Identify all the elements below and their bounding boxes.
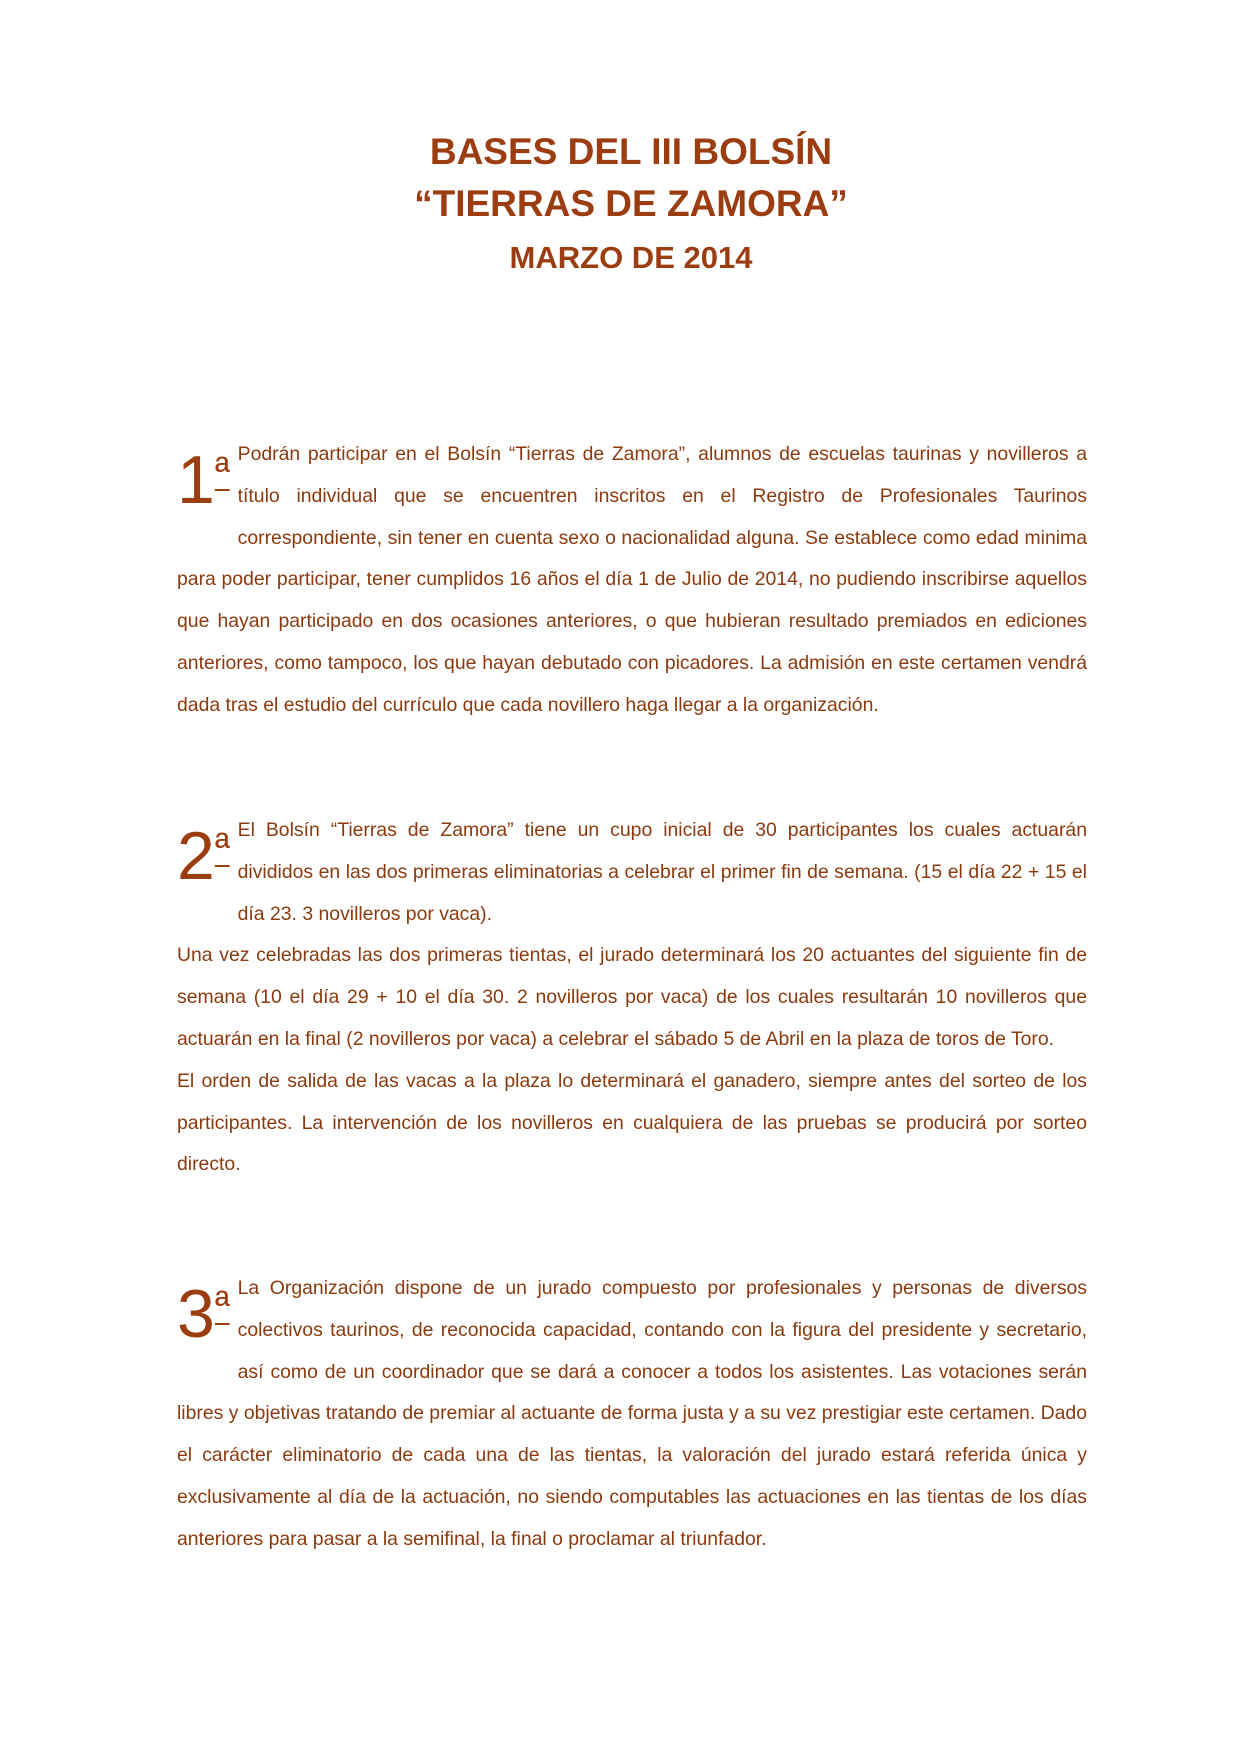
section-2-paragraph-2: Una vez celebradas las dos primeras tientas, el jurado determinará los 20 actuantes del siguiente fin de semana (10 el día 29 + 10 el día 30. 2 novilleros por vaca) de los cuales resultarán 10 novilleros que actuarán en la final (2 novilleros por vaca) a celebrar el sábado 5 de Abril en la plaza de toros de Toro. bbox=[177, 944, 1087, 1050]
section-number-3 bbox=[177, 1276, 230, 1354]
section-number-1 bbox=[177, 442, 230, 520]
title-date: MARZO DE 2014 bbox=[509, 240, 753, 275]
section-2-paragraph-3: El orden de salida de las vacas a la plaza lo determinará el ganadero, siempre antes del sorteo de los participantes. La intervención de los novilleros en cualquiera de las pruebas se producirá por sorteo directo. bbox=[177, 1069, 1087, 1176]
section-ordinal: ª bbox=[214, 826, 230, 870]
section-ordinal: ª bbox=[214, 1284, 230, 1328]
section-ordinal: ª bbox=[214, 450, 230, 494]
section-number-2 bbox=[177, 818, 230, 896]
section-3 bbox=[177, 1268, 1087, 1561]
title-line-2: “TIERRAS DE ZAMORA” bbox=[414, 183, 848, 224]
title-line-1: BASES DEL III BOLSÍN bbox=[429, 131, 833, 172]
section-1 bbox=[177, 434, 1087, 727]
section-1-paragraph-1: Podrán participar en el Bolsín “Tierras de Zamora”, alumnos de escuelas taurinas y novilleros a título individual que se encuentren inscritos en el Registro de Profesionales Taurinos correspondiente, sin tener en cuenta sexo o nacionalidad alguna. Se establece como edad minima para poder participar, tener cumplidos 16 años el día 1 de Julio de 2014, no pudiendo inscribirse aquellos que hayan participado en dos ocasiones anteriores, o que hubieran resultado premiados en ediciones anteriores, como tampoco, los que hayan debutado con picadores. La admisión en este certamen vendrá dada tras el estudio del currículo que cada novillero haga llegar a la organización. bbox=[177, 443, 1087, 716]
section-number-digit: 2 bbox=[177, 818, 215, 894]
section-2 bbox=[177, 810, 1087, 1186]
section-number-digit: 3 bbox=[177, 1276, 215, 1352]
section-number-digit: 1 bbox=[177, 442, 215, 518]
section-2-paragraph-1: El Bolsín “Tierras de Zamora” tiene un cupo inicial de 30 participantes los cuales actuarán divididos en las dos primeras eliminatorias a celebrar el primer fin de semana. (15 el día 22 + 15 el día 23. 3 novilleros por vaca). bbox=[237, 819, 1087, 925]
document-title bbox=[0, 126, 1240, 284]
section-3-paragraph-1: La Organización dispone de un jurado compuesto por profesionales y personas de diversos colectivos taurinos, de reconocida capacidad, contando con la figura del presidente y secretario, así como de un coordinador que se dará a conocer a todos los asistentes. Las votaciones serán libres y objetivas tratando de premiar al actuante de forma justa y a su vez prestigiar este certamen. Dado el carácter eliminatorio de cada una de las tientas, la valoración del jurado estará referida única y exclusivamente al día de la actuación, no siendo computables las actuaciones en las tientas de los días anteriores para pasar a la semifinal, la final o proclamar al triunfador. bbox=[177, 1277, 1087, 1550]
